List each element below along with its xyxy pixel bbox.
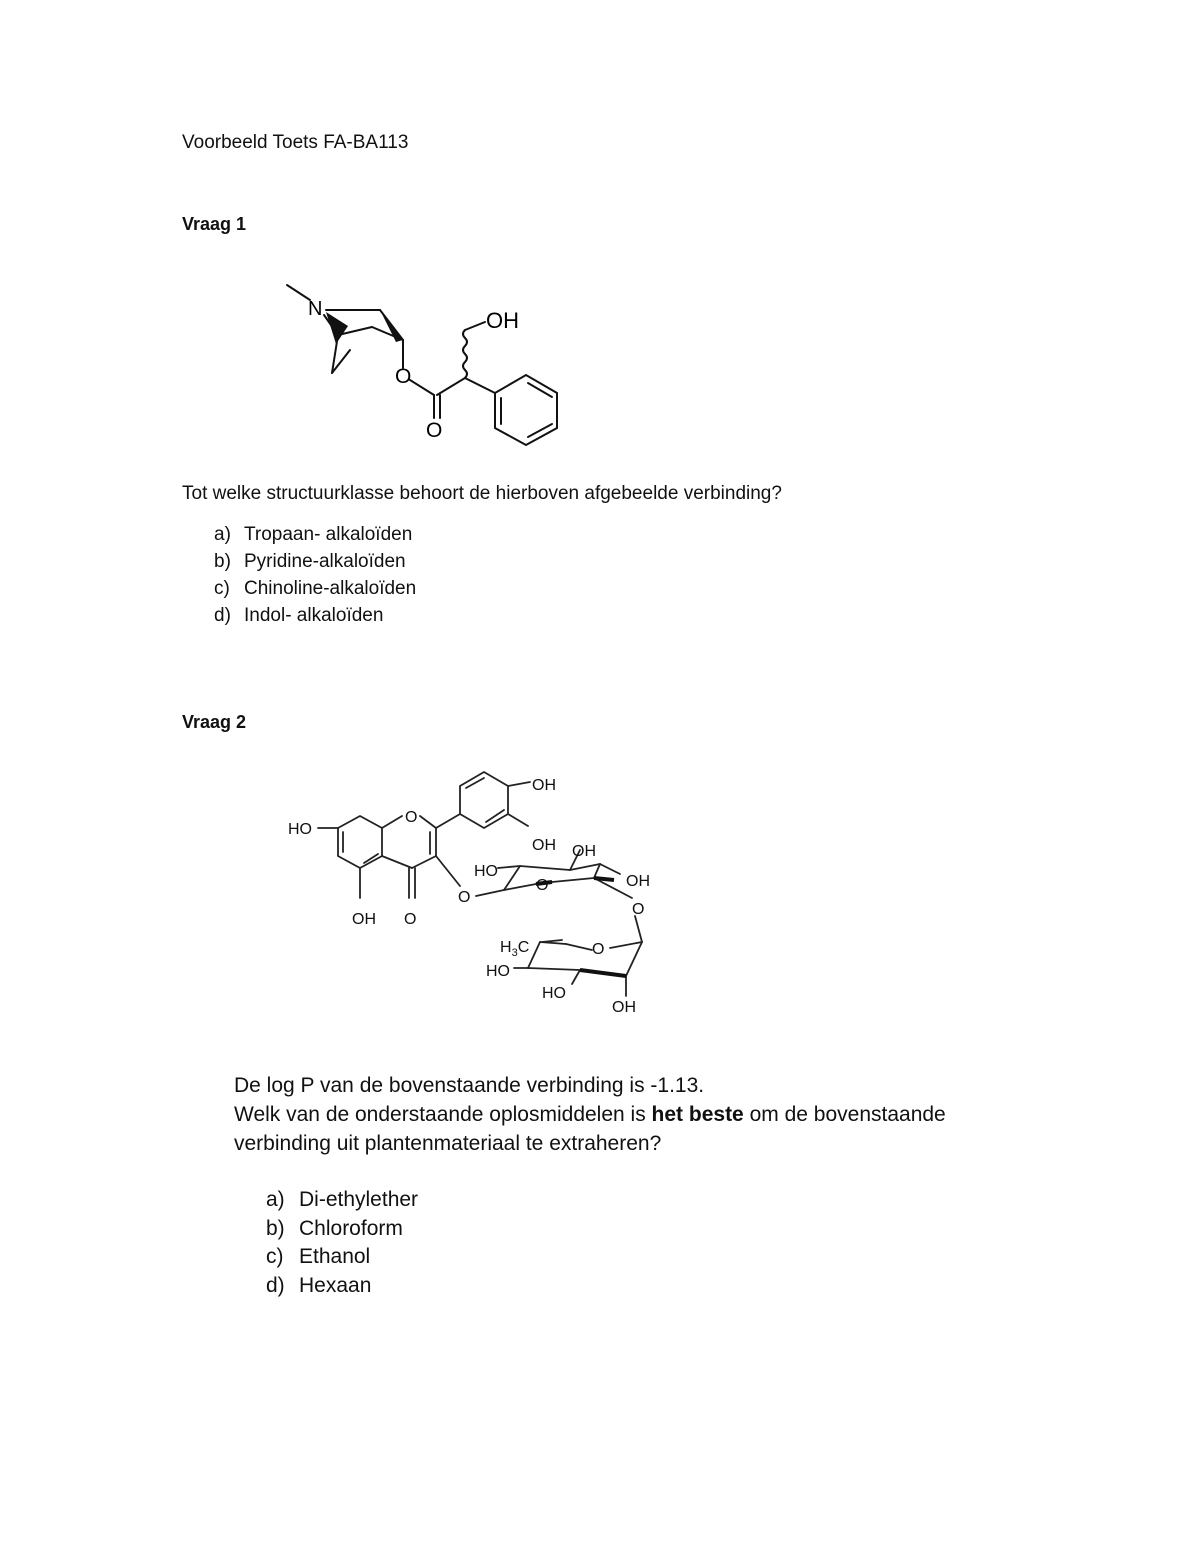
q1-nitrogen-label: N (308, 298, 323, 320)
q2-label-h3c: $H_3C$ (500, 939, 530, 959)
q2-label-oh-sugar-top: OH (572, 843, 596, 860)
option-letter: c) (214, 578, 230, 599)
question-2-prompt-line-3: verbinding uit plantenmateriaal te extraheren? (234, 1132, 662, 1155)
q2-label-glyco-link-o: O (632, 901, 645, 918)
answer-option-d[interactable] (266, 1272, 418, 1301)
question-2-heading: Vraag 2 (182, 712, 247, 732)
q2-label-ho-left: HO (288, 821, 312, 838)
option-text: Indol- alkaloïden (244, 605, 384, 626)
option-letter: d) (214, 605, 231, 626)
q2-label-oh-rham: OH (612, 999, 636, 1016)
answer-option-a[interactable] (214, 521, 416, 548)
option-text: Hexaan (299, 1273, 372, 1297)
q2-label-sugar-ring-o: O (536, 877, 549, 894)
option-text: Ethanol (299, 1245, 371, 1268)
option-text: Pyridine-alkaloïden (244, 551, 406, 572)
answer-option-b[interactable] (214, 548, 416, 575)
q2-label-oh-catechol: OH (532, 837, 556, 854)
option-text: Chinoline-alkaloïden (244, 578, 417, 599)
question-2-options (266, 1186, 418, 1300)
q2-label-ho-sugar: HO (474, 863, 498, 880)
question-1-prompt: Tot welke structuurklasse behoort de hierboven afgebeelde verbinding? (182, 483, 782, 504)
q2-label-ho-rham2: HO (542, 985, 566, 1002)
option-letter: d) (266, 1273, 285, 1297)
q2-label-ring-o: O (405, 809, 418, 826)
q2-label-oh-bottom: OH (352, 911, 376, 928)
question-1-structure-image (270, 270, 570, 450)
emphasis-het-beste: het beste (651, 1103, 744, 1126)
option-letter: b) (214, 551, 231, 572)
q2-label-ketone-o: O (404, 911, 417, 928)
question-1-heading: Vraag 1 (182, 214, 247, 234)
option-letter: a) (266, 1188, 285, 1211)
q2-label-oh-sugar-right: OH (626, 873, 650, 890)
answer-option-c[interactable] (214, 575, 416, 602)
document-title: Voorbeeld Toets FA-BA113 (182, 132, 409, 153)
q2-label-glyco-o: O (458, 889, 471, 906)
answer-option-d[interactable] (214, 602, 416, 629)
q1-ester-oxygen-label: O (395, 365, 412, 388)
option-letter: b) (266, 1216, 285, 1240)
q1-carbonyl-oxygen-label: O (426, 419, 443, 442)
question-1-options (214, 521, 416, 629)
q2-label-oh-top: OH (532, 777, 556, 794)
option-letter: c) (266, 1245, 284, 1268)
answer-option-b[interactable] (266, 1215, 418, 1244)
question-2-structure-image (280, 770, 670, 1020)
q2-label-ho-rham: HO (486, 963, 510, 980)
question-2-prompt (234, 1071, 946, 1158)
q1-hydroxyl-label: OH (486, 308, 519, 333)
option-text: Di-ethylether (299, 1188, 419, 1211)
option-text: Chloroform (299, 1216, 403, 1240)
answer-option-c[interactable] (266, 1243, 418, 1272)
q2-label-rham-ring-o: O (592, 941, 605, 958)
option-letter: a) (214, 524, 231, 545)
question-2-prompt-line-2: Welk van de onderstaande oplosmiddelen is het beste om de bovenstaande (234, 1103, 946, 1126)
question-2-prompt-line-1: De log P van de bovenstaande verbinding is -1.13. (234, 1074, 705, 1097)
option-text: Tropaan- alkaloïden (244, 524, 413, 545)
answer-option-a[interactable] (266, 1186, 418, 1215)
